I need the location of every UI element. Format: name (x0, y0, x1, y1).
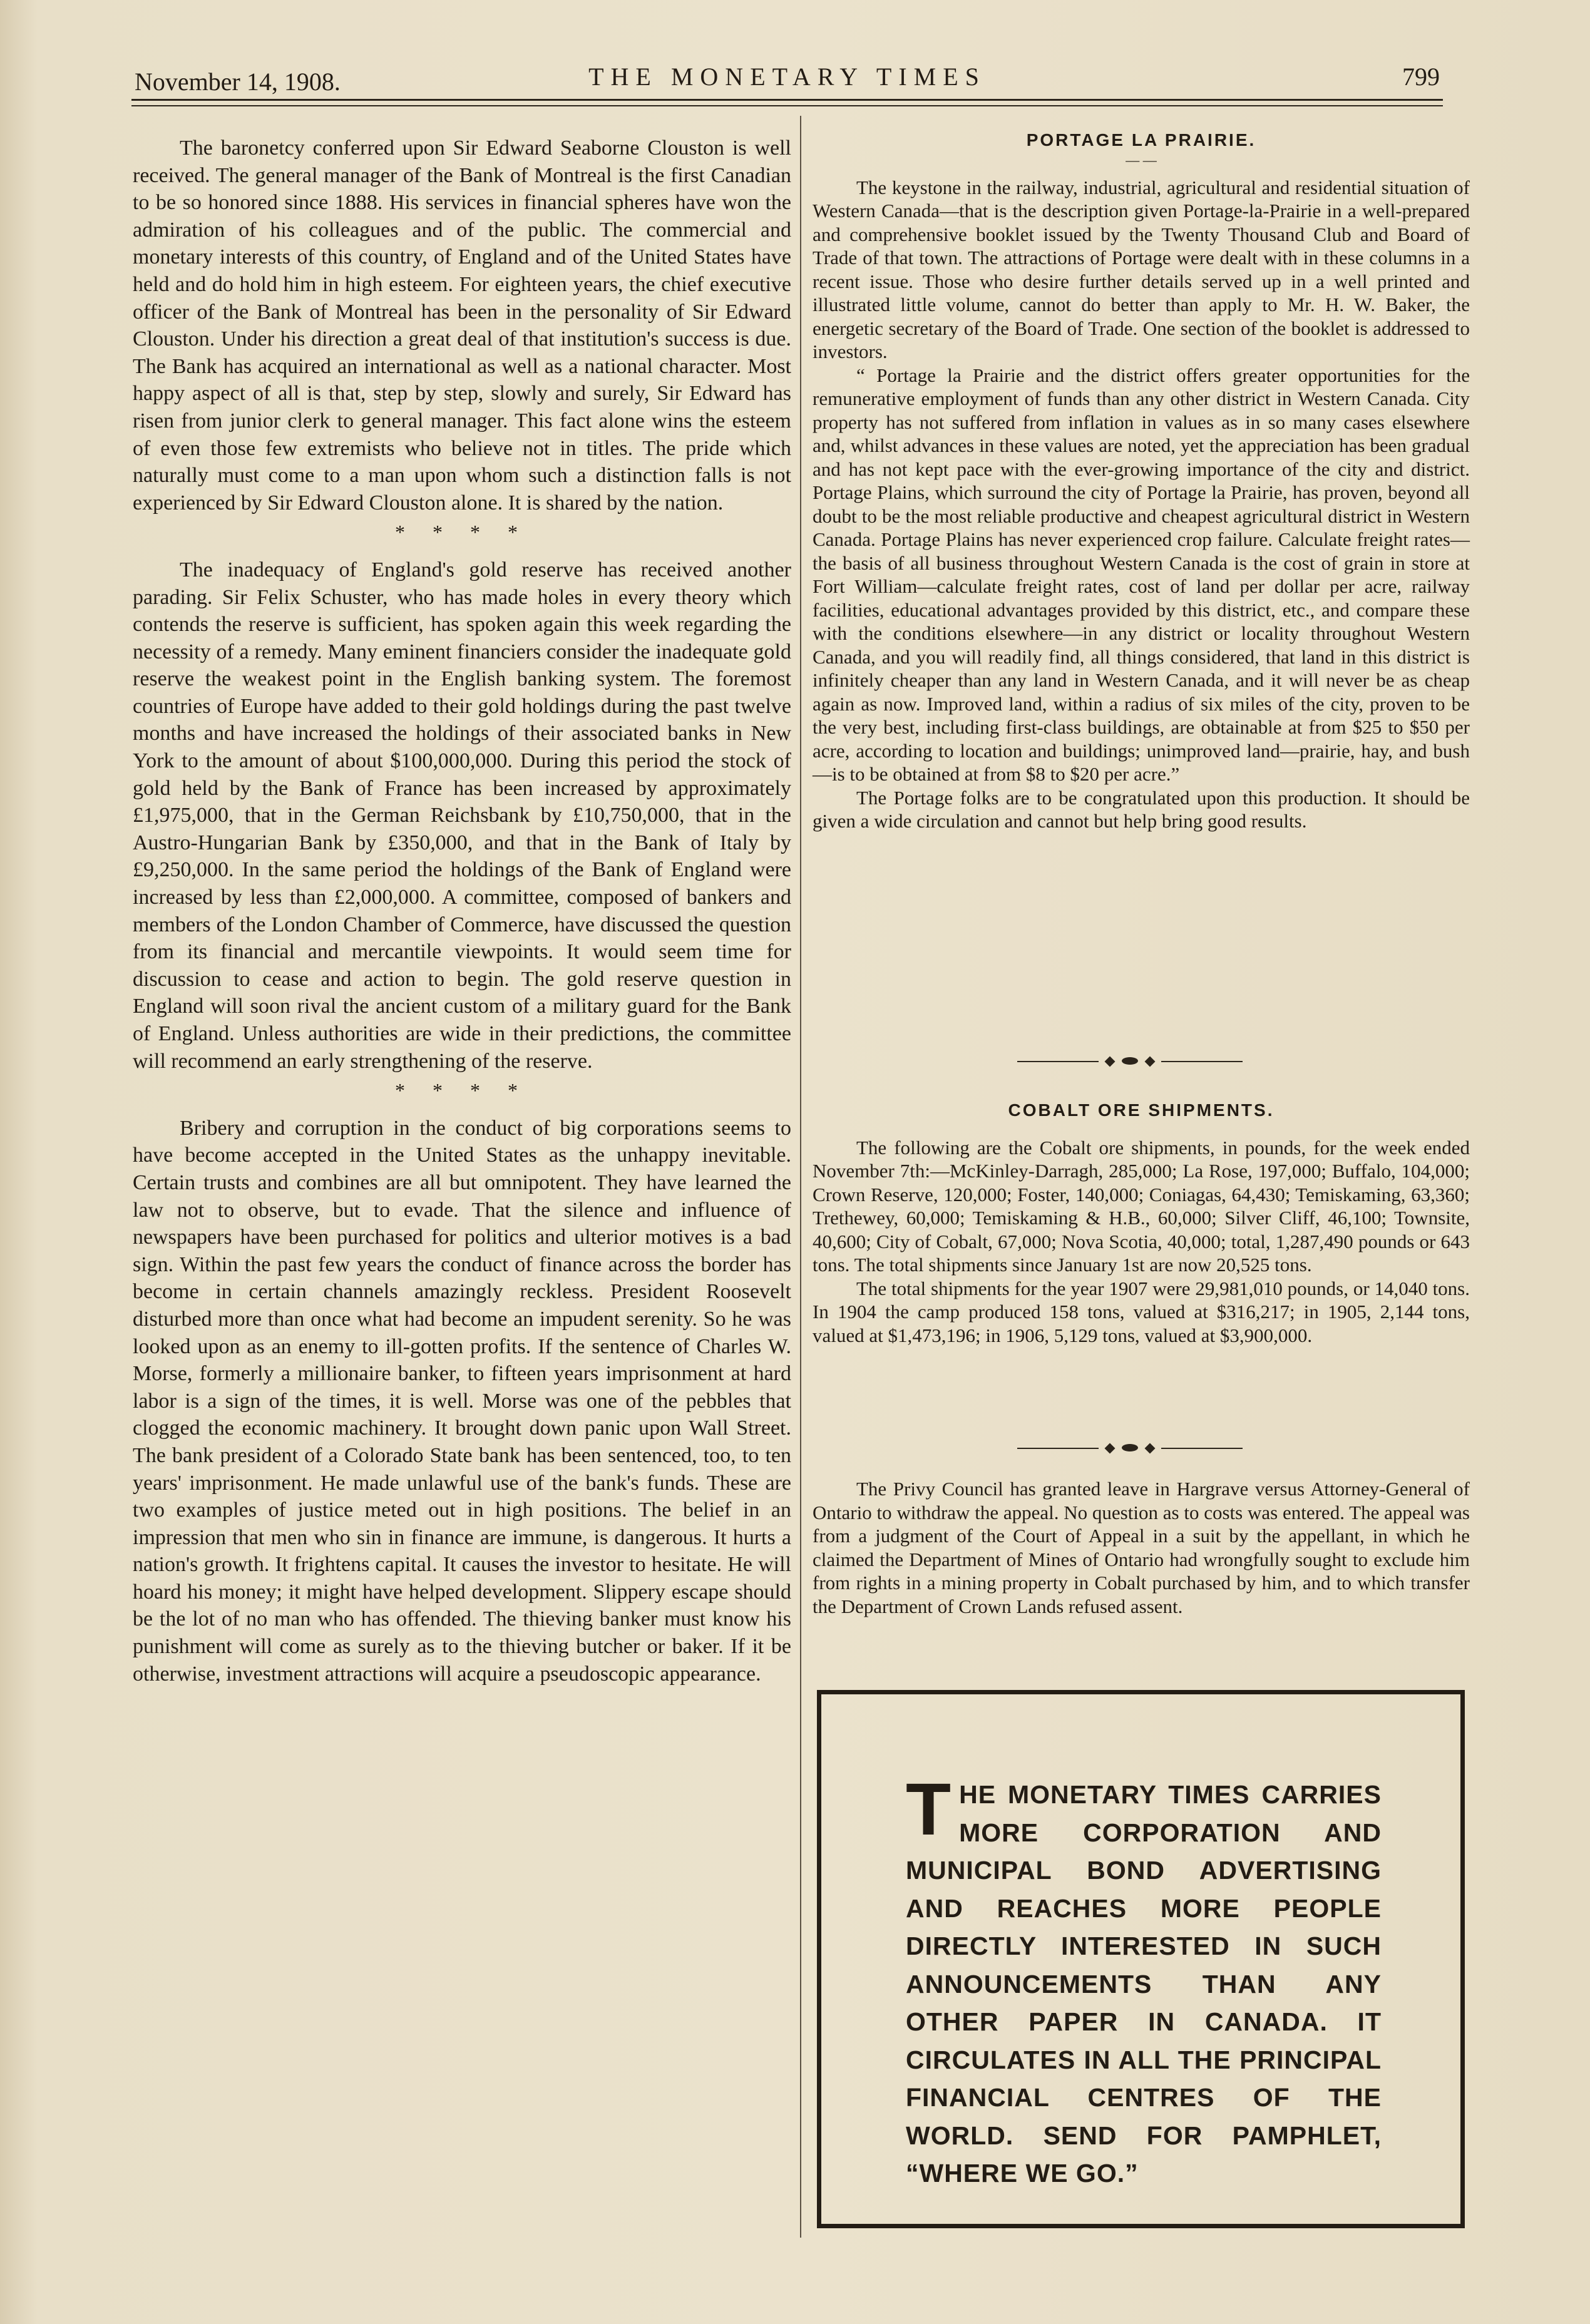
masthead-title: THE MONETARY TIMES (588, 63, 986, 91)
header-rule (131, 99, 1443, 101)
column-divider (800, 116, 801, 2238)
portage-paragraph-2: “ Portage la Prairie and the district offers greater opportunities for the remunerative employment of funds than any other district in Western Canada. City property has not suffered from inflation in values as in so many cases elsewhere and, whilst advances in these values are noted, yet the appreciation has been gradual and has not kept pace with the ever-growing importance of the city and district. Portage Plains, which surround the city of Portage la Prairie, has proven, beyond all doubt to be the most reliable productive and cheapest agricultural district in Western Canada. Portage Plains has never experienced crop failure. Calculate freight rates—the basis of all business throughout Western Canada is the cost of grain in store at Fort William—calculate freight rates, cost of land per dollar per acre, railway facilities, educational advantages provided by this district, etc., and compare these with the conditions elsewhere—in any district or locality throughout Western Canada, and you will readily find, all things considered, that land in this district is infinitely cheaper than any land in Western Canada, and it will never be as cheap again as now. Improved land, within a radius of six miles of the city, proven to be the very best, including first-class buildings, are obtainable at from $25 to $50 per acre, according to location and buildings; unimproved land—prairie, hay, and bush—is to be obtained at from $8 to $20 per acre.” (813, 364, 1470, 785)
portage-paragraph-1: The keystone in the railway, industrial, agricultural and residential situation of Western Canada—that is the description given Portage-la-Prairie in a well-prepared and comprehensive booklet issued by the Twenty Thousand Club and Board of Trade of that town. The attractions of Portage were dealt with in these columns in a recent issue. Those who desire further details served up in a well printed and illustrated little volume, cannot do better than apply to Mr. H. W. Baker, the energetic secretary of the Board of Trade. One section of the booklet is addressed to investors. (813, 176, 1470, 362)
portage-article (813, 128, 1470, 833)
ornament-divider (1017, 1055, 1243, 1068)
drop-cap: T (906, 1768, 952, 1851)
gold-reserve-paragraph: The inadequacy of England's gold reserve has received another parading. Sir Felix Schuster, who has made holes in every theory which contends the reserve is sufficient, has spoken again this week regarding the necessity of a remedy. Many eminent financiers consider the inadequate gold reserve the weakest point in the English banking system. The foremost countries of Europe have added to their gold holdings during the past twelve months and have increased the holdings of their associated banks in New York to the amount of about $100,000,000. During this period the stock of gold held by the Bank of France has been increased by approximately £1,975,000, that in the German Reichsbank by £10,750,000, that in the Austro-Hungarian Bank by £350,000, and that in the Bank of Italy by £9,250,000. In the same period the holdings of the Bank of England were increased by less than £2,000,000. A committee, composed of bankers and members of the London Chamber of Commerce, have discussed the question from its financial and mercantile viewpoints. It would seem time for discussion to cease and action to begin. The gold reserve question in England will soon rival the ancient custom of a military guard for the Bank of England. Unless authorities are wide in their predictions, the committee will recommend an early strengthening of the reserve. (133, 558, 791, 1073)
clouston-paragraph: The baronetcy conferred upon Sir Edward Seaborne Clouston is well received. The general manager of the Bank of Montreal is the first Canadian to be so honored since 1888. His services in financial spheres have won the admiration of his colleagues and of the public. The commercial and monetary interests of this country, of England and of the United States have held and do hold him in high esteem. For eighteen years, the chief executive officer of the Bank of Montreal has been in the personality of Sir Edward Clouston. Under his direction a great deal of that institution's success is due. The Bank has acquired an international as well as a national character. Most happy aspect of all is that, step by step, slowly and surely, Sir Edward has risen from junior clerk to general manager. This fact alone wins the esteem of even those few extremists who believe not in titles. The pride which naturally must come to a man upon whom such a distinction falls is not experienced by Sir Edward Clouston alone. It is shared by the nation. (133, 136, 791, 514)
cobalt-paragraph-2: The total shipments for the year 1907 were 29,981,010 pounds, or 14,040 tons. In 1904 the camp produced 158 tons, valued at $316,217; in 1905, 2,144 tons, valued at $1,473,196; in 1906, 5,129 tons, valued at $3,900,000. (813, 1277, 1470, 1346)
bribery-paragraph: Bribery and corruption in the conduct of big corporations seems to have become accepted in the United States as the unhappy inevitable. Certain trusts and combines are all but omnipotent. They have learned the law not to observe, but to evade. That the silence and influence of newspapers have been purchased for politics and ulterior motives is a bad sign. Within the past few years the conduct of finance across the border has become in certain channels amazingly reckless. President Roosevelt disturbed more than once what had become an impudent serenity. So he was looked upon as an enemy to ill-gotten profits. If the sentence of Charles W. Morse, formerly a millionaire banker, to fifteen years imprisonment at hard labor is a sign of the times, it is well. Morse was one of the pebbles that clogged the economic machinery. It brought down panic upon Wall Street. The bank president of a Colorado State bank has been sentenced, too, to ten years' imprisonment. He made unlawful use of the bank's funds. These are two examples of justice meted out in high positions. The belief in an impression that men who sin in finance are immune, is dangerous. It hurts a nation's growth. It frightens capital. It causes the investor to hesitate. He will hoard his money; it might have helped development. Slippery escape should be the lot of no man who has offended. The thieving banker must know his punishment will come as surely as to the thieving butcher or baker. If it be otherwise, investment attractions will acquire a pseudoscopic appearance. (133, 1116, 791, 1686)
privy-council-article (813, 1477, 1470, 1618)
left-column (133, 135, 791, 1687)
issue-date: November 14, 1908. (135, 68, 341, 96)
header-rule-thin (131, 105, 1443, 106)
portage-paragraph-3: The Portage folks are to be congratulated upon this production. It should be given a wide circulation and cannot but help bring good results. (813, 786, 1470, 832)
ornament-divider (1017, 1442, 1243, 1455)
page-number: 799 (1402, 63, 1440, 91)
section-separator: * * * * (395, 1079, 529, 1102)
cobalt-paragraph-1: The following are the Cobalt ore shipments, in pounds, for the week ended November 7th:—McKinley-Darragh, 285,000; La Rose, 197,000; Buffalo, 104,000; Crown Reserve, 120,000; Foster, 140,000; Coniagas, 64,430; Temiskaming, 63,360; Trethewey, 60,000; Temiskaming & H.B., 60,000; Silver Cliff, 46,100; Townsite, 40,600; City of Cobalt, 67,000; Nova Scotia, 40,000; total, 1,287,490 pounds or 643 tons. The total shipments since January 1st are now 20,525 tons. (813, 1136, 1470, 1276)
cobalt-heading: COBALT ORE SHIPMENTS. (1008, 1100, 1275, 1120)
portage-heading: PORTAGE LA PRAIRIE. (1026, 130, 1256, 150)
section-separator: * * * * (395, 521, 529, 544)
advertisement-box (817, 1690, 1465, 2228)
cobalt-article (813, 1098, 1470, 1347)
privy-council-paragraph: The Privy Council has granted leave in Hargrave versus Attorney-General of Ontario to withdraw the appeal. No question as to costs was entered. The appeal was from a judgment of the Court of Appeal in a suit by the appellant, in which he claimed the Department of Mines of Ontario had wrongfully sought to exclude him from rights in a mining property in Cobalt purchased by him, and to which transfer the Department of Crown Lands refused assent. (813, 1478, 1470, 1617)
page-header (135, 59, 1440, 103)
heading-dash: — — (1126, 151, 1157, 168)
advertisement-text (906, 1768, 1382, 2193)
advertisement-body: HE MONETARY TIMES CARRIES MORE CORPORATION AND MUNICIPAL BOND ADVERTISING AND REACHES MORE PEOPLE DIRECTLY INTERESTED IN SUCH ANNOUNCEMENTS THAN ANY OTHER PAPER IN CANADA. IT CIRCULATES IN ALL THE PRINCIPAL FINANCIAL CENTRES OF THE WORLD. SEND FOR PAMPHLET, “WHERE WE GO.” (906, 1780, 1382, 2188)
